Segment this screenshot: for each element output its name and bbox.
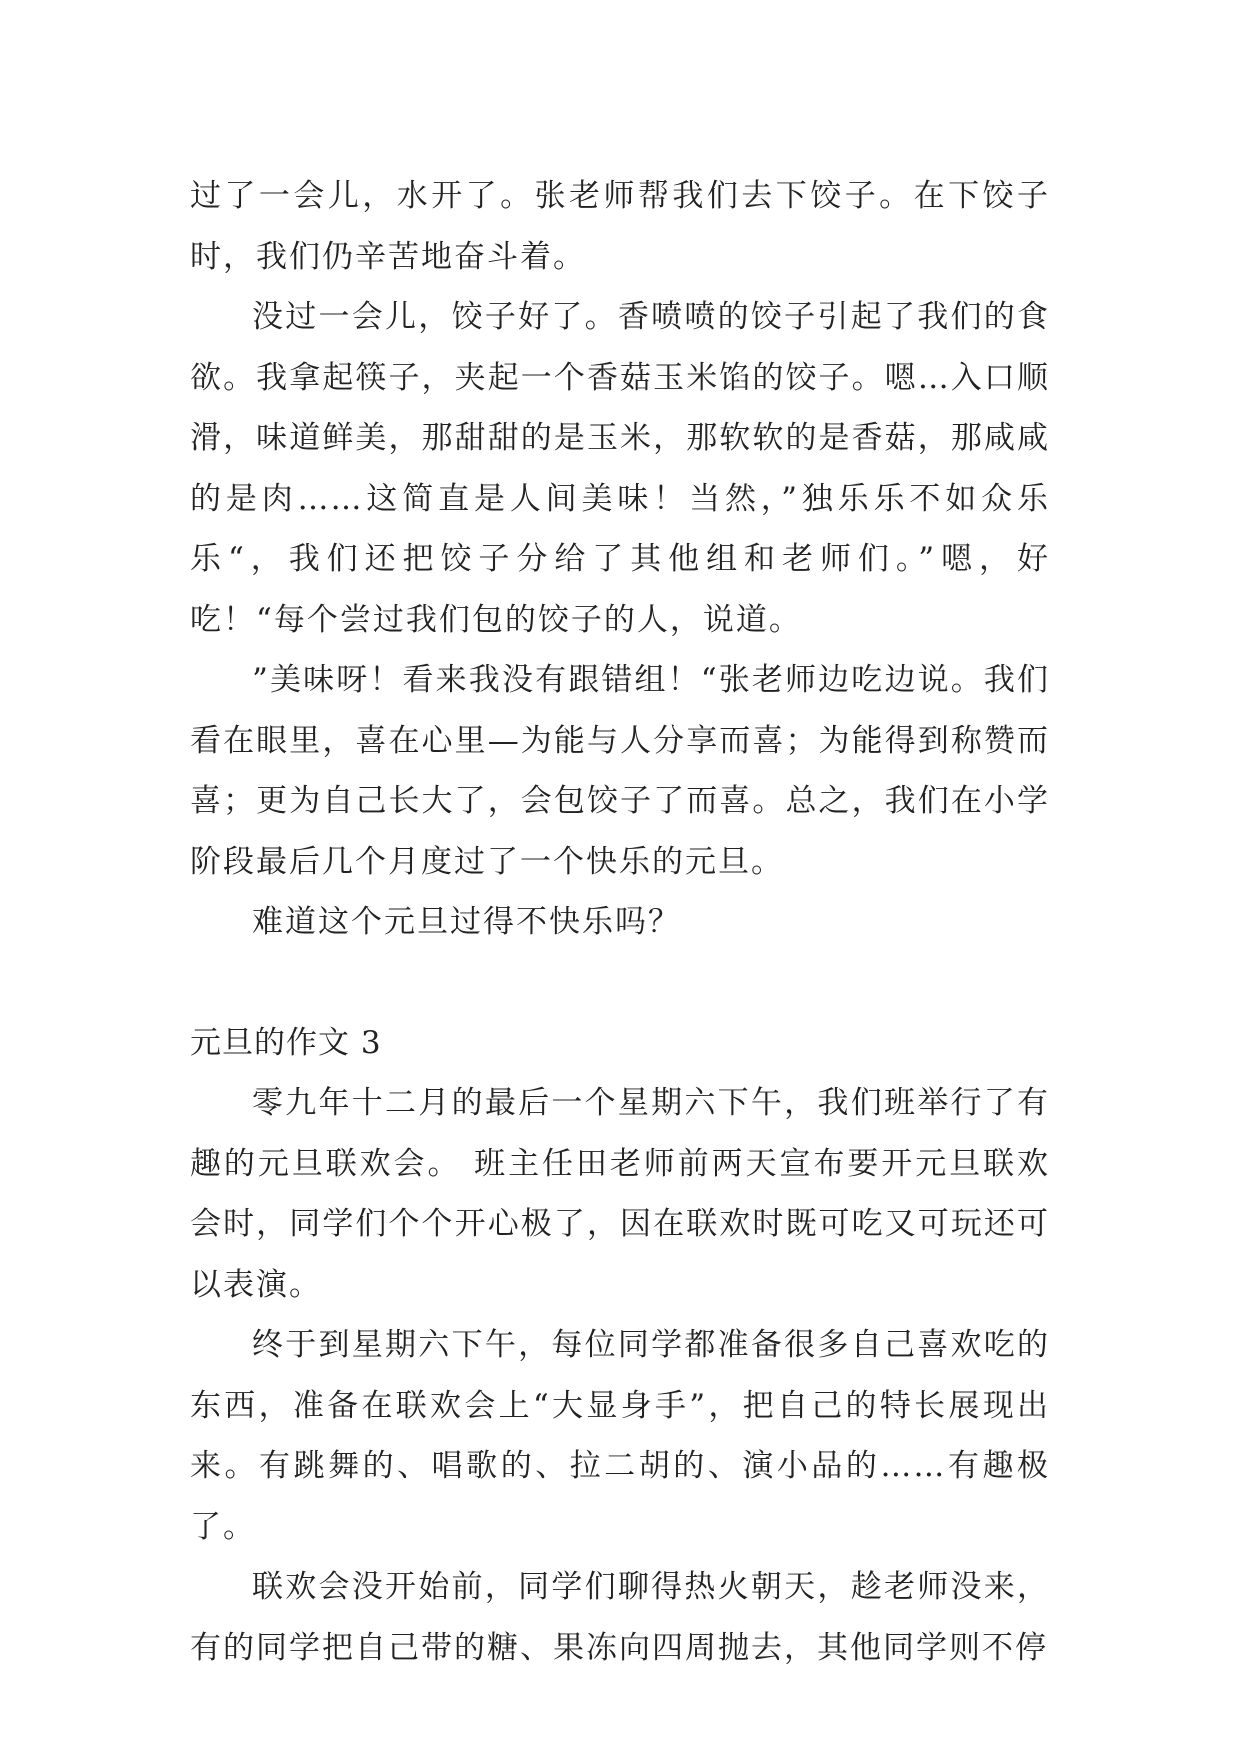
- paragraph: 零九年十二月的最后一个星期六下午，我们班举行了有趣的元旦联欢会。 班主任田老师前两天宣布要开元旦联欢会时，同学们个个开心极了，因在联欢时既可吃又可玩还可以表演。: [190, 1085, 1050, 1303]
- paragraph: 联欢会没开始前，同学们聊得热火朝天，趁老师没来，有的同学把自己带的糖、果冻向四周抛去，其他同学则不停: [190, 1569, 1050, 1666]
- paragraph: ”美味呀！看来我没有跟错组！“张老师边吃边说。我们看在眼里，喜在心里—为能与人分享而喜；为能得到称赞而喜；更为自己长大了，会包饺子了而喜。总之，我们在小学阶段最后几个月度过了一个快乐的元旦。: [190, 662, 1050, 880]
- document-body: [190, 166, 1050, 1678]
- paragraph: 没过一会儿，饺子好了。香喷喷的饺子引起了我们的食欲。我拿起筷子，夹起一个香菇玉米馅的饺子。嗯…入口顺滑，味道鲜美，那甜甜的是玉米，那软软的是香菇，那咸咸的是肉……这简直是人间美味！当然，”独乐乐不如众乐乐“，我们还把饺子分给了其他组和老师们。”嗯，好吃！“每个尝过我们包的饺子的人，说道。: [190, 299, 1050, 638]
- paragraph: 终于到星期六下午，每位同学都准备很多自己喜欢吃的东西，准备在联欢会上“大显身手”，把自己的特长展现出来。有跳舞的、唱歌的、拉二胡的、演小品的……有趣极了。: [190, 1327, 1050, 1545]
- section-title: 元旦的作文 3: [190, 1024, 382, 1061]
- section-spacer: [190, 953, 1050, 1013]
- paragraph: 过了一会儿，水开了。张老师帮我们去下饺子。在下饺子时，我们仍辛苦地奋斗着。: [190, 178, 1050, 275]
- paragraph: 难道这个元旦过得不快乐吗？: [252, 904, 681, 940]
